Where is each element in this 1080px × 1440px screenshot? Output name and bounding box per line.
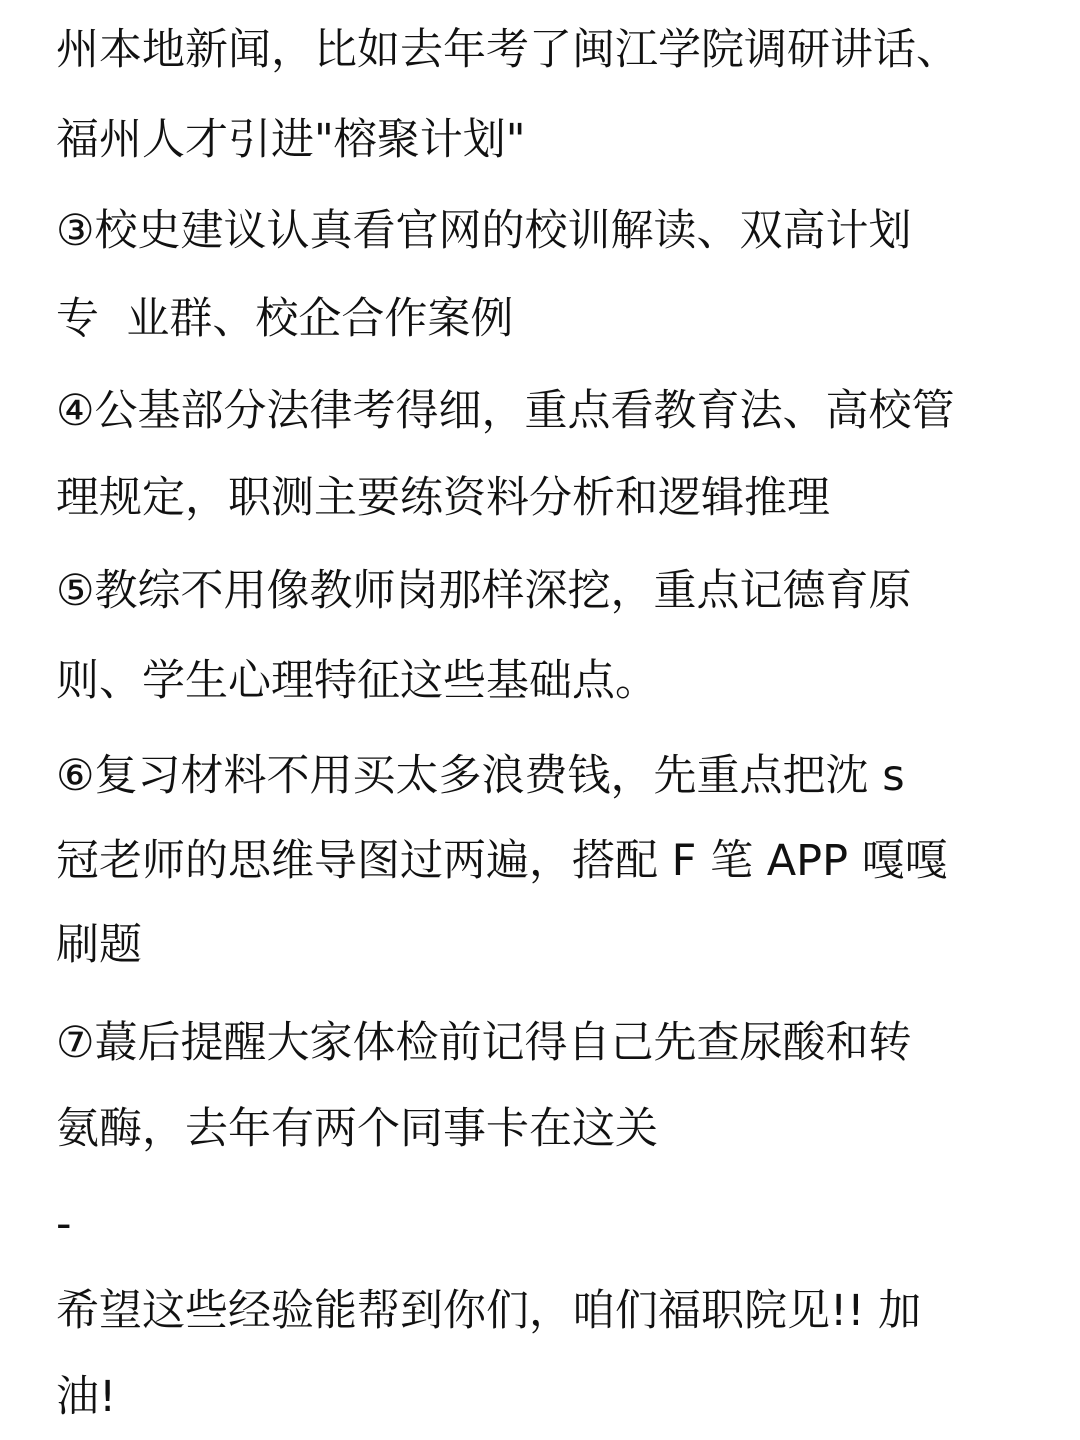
- text-line: 福州人才引进"榕聚计划": [56, 115, 526, 165]
- text-line: 州本地新闻，比如去年考了闽江学院调研讲话、: [56, 25, 959, 75]
- text-line: 则、学生心理特征这些基础点。: [56, 656, 658, 706]
- separator-dash: -: [56, 1199, 72, 1249]
- text-line: ⑤教综不用像教师岗那样深挖，重点记德育原: [56, 566, 912, 616]
- text-line: 理规定，职测主要练资料分析和逻辑推理: [56, 473, 830, 523]
- text-line: 油!: [56, 1372, 117, 1422]
- text-line: ④公基部分法律考得细，重点看教育法、高校管: [56, 386, 955, 436]
- text-line: 冠老师的思维导图过两遍，搭配 F 笔 APP 嘎嘎: [56, 836, 948, 886]
- text-line: 专 业群、校企合作案例: [56, 294, 514, 344]
- text-line: 氨酶，去年有两个同事卡在这关: [56, 1104, 658, 1154]
- text-line: ⑥复习材料不用买太多浪费钱，先重点把沈 s: [56, 751, 905, 801]
- text-line: 希望这些经验能帮到你们，咱们福职院见!! 加: [56, 1286, 922, 1336]
- text-line: ③校史建议认真看官网的校训解读、双高计划: [56, 206, 912, 256]
- text-line: 刷题: [56, 920, 142, 970]
- text-line: ⑦蕞后提醒大家体检前记得自己先查尿酸和转: [56, 1018, 912, 1068]
